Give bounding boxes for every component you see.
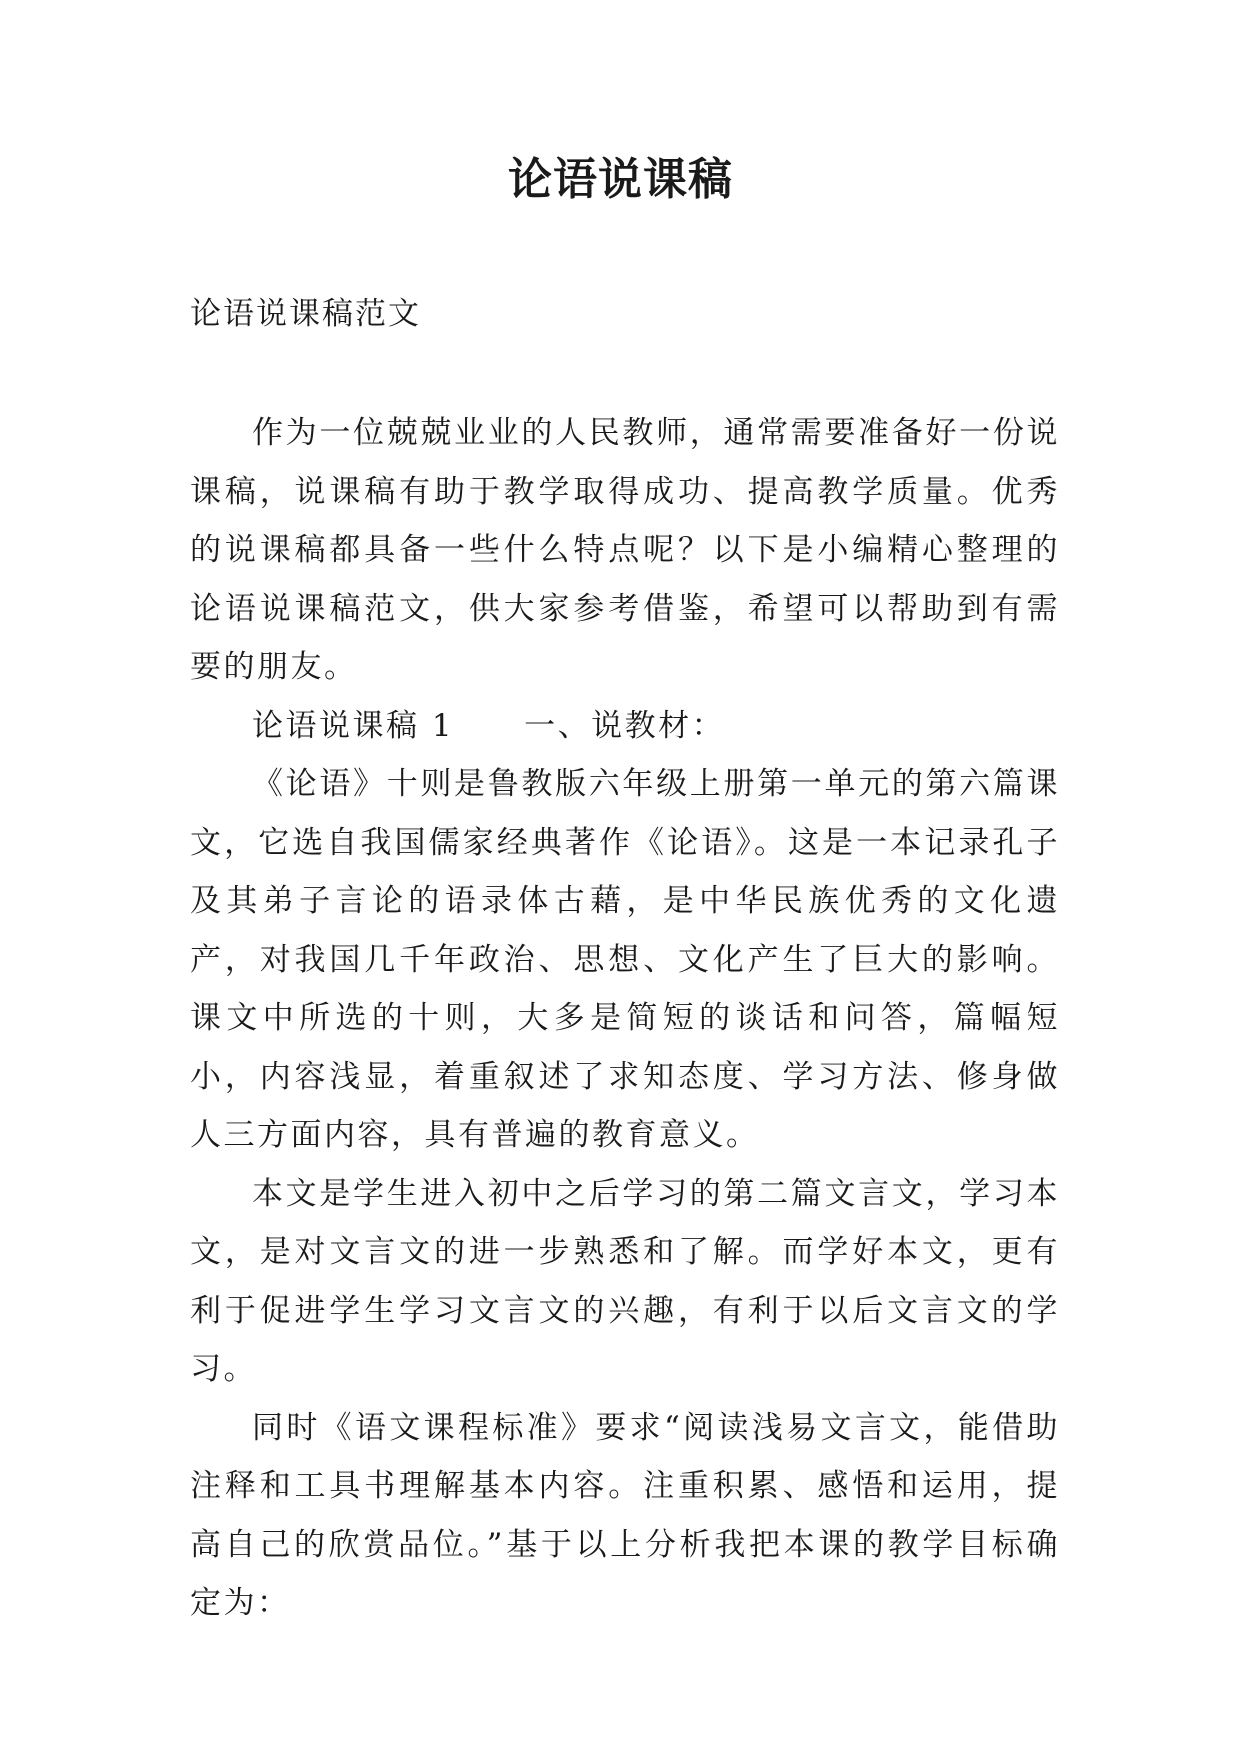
document-title: 论语说课稿 xyxy=(508,154,733,205)
document-subtitle: 论语说课稿范文 xyxy=(190,296,421,332)
intro-paragraph: 作为一位兢兢业业的人民教师，通常需要准备好一份说课稿，说课稿有助于教学取得成功、提高教学质量。优秀的说课稿都具备一些什么特点呢？以下是小编精心整理的论语说课稿范文，供大家参考借鉴，希望可以帮助到有需要的朋友。 xyxy=(190,415,1060,685)
body-paragraph: 同时《语文课程标准》要求“阅读浅易文言文，能借助注释和工具书理解基本内容。注重积累、感悟和运用，提高自己的欣赏品位。”基于以上分析我把本课的教学目标确定为： xyxy=(190,1409,1060,1621)
body-paragraph: 《论语》十则是鲁教版六年级上册第一单元的第六篇课文，它选自我国儒家经典著作《论语》。这是一本记录孔子及其弟子言论的语录体古藉，是中华民族优秀的文化遗产，对我国几千年政治、思想、文化产生了巨大的影响。课文中所选的十则，大多是简短的谈话和问答，篇幅短小，内容浅显，着重叙述了求知态度、学习方法、修身做人三方面内容，具有普遍的教育意义。 xyxy=(190,766,1060,1153)
section-heading-line xyxy=(190,697,1060,756)
section-subheading: 一、说教材： xyxy=(524,707,726,744)
section-heading: 论语说课稿 1 xyxy=(252,707,455,744)
document-body xyxy=(190,404,1060,1633)
body-paragraph: 本文是学生进入初中之后学习的第二篇文言文，学习本文，是对文言文的进一步熟悉和了解。而学好本文，更有利于促进学生学习文言文的兴趣，有利于以后文言文的学习。 xyxy=(190,1175,1060,1387)
